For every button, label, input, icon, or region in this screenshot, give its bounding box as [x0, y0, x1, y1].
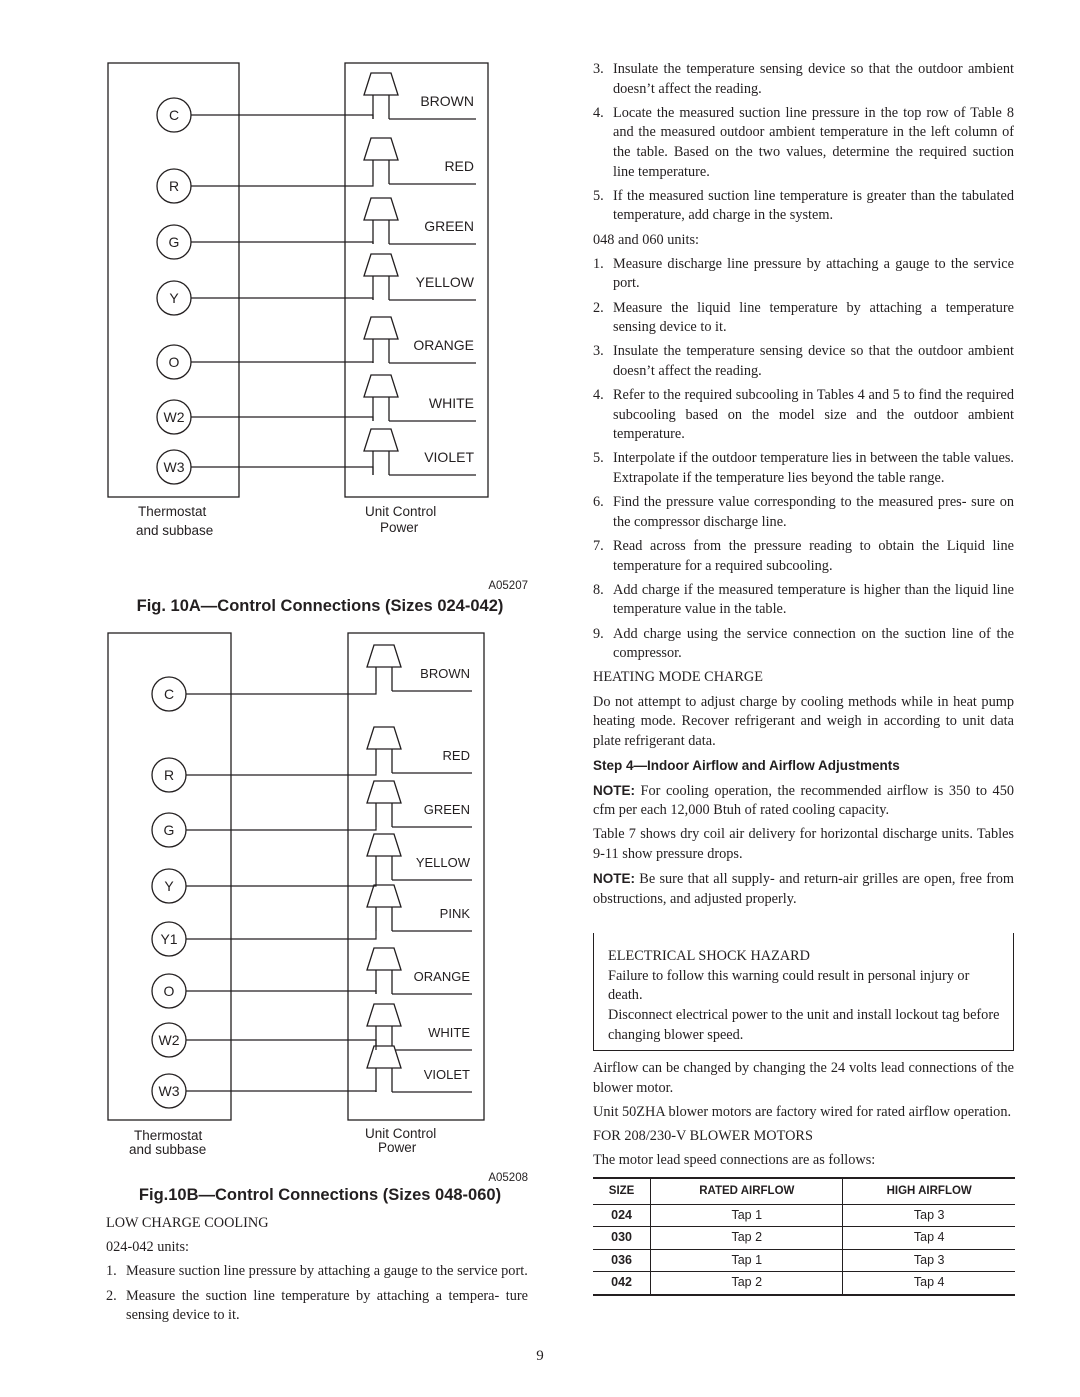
paragraph: Do not attempt to adjust charge by cooling methods while in heat pump heating mode. Recover refrigerant and weigh in according to unit data plate refrigerant data.: [593, 693, 1014, 749]
item-text: Insulate the temperature sensing device so that the outdoor ambient doesn’t affect the reading.: [613, 343, 1014, 379]
item-number: 4.: [593, 104, 604, 121]
wire-color-label: WHITE: [428, 395, 474, 411]
connector-icon: [367, 1046, 401, 1068]
terminal-label: W3: [158, 1083, 180, 1099]
wire-color-label: PINK: [439, 906, 470, 921]
unit-control-label: Unit Control: [365, 504, 437, 519]
item-text: Read across from the pressure reading to obtain the Liquid line temperature for a required subcooling.: [613, 538, 1014, 574]
table-cell: Tap 2: [651, 1227, 843, 1250]
item-number: 5.: [593, 450, 604, 467]
connector-icon: [367, 1004, 401, 1026]
figure-caption: Fig.10B—Control Connections (Sizes 048-060): [138, 1186, 502, 1204]
table-row: [593, 1204, 1015, 1227]
warning-title: ELECTRICAL SHOCK HAZARD: [608, 948, 811, 965]
item-number: 1.: [106, 1263, 117, 1280]
list-item: [593, 187, 1014, 226]
subbase-label: and subbase: [129, 1142, 207, 1157]
list-item: [106, 1287, 528, 1326]
item-number: 5.: [593, 187, 604, 204]
wire-color-label: RED: [442, 748, 470, 763]
item-number: 4.: [593, 387, 604, 404]
table-cell: 036: [593, 1249, 651, 1272]
terminal-label: G: [168, 234, 180, 250]
item-number: 1.: [593, 255, 604, 272]
connector-icon: [367, 645, 401, 667]
item-text: Interpolate if the outdoor temperature lies in between the table values. Extrapolate if the temperature lies beyond the table range.: [613, 450, 1014, 487]
item-number: 2.: [593, 299, 604, 316]
figure-10b-diagram: [0, 0, 560, 1200]
unit-control-label: Unit Control: [365, 1126, 437, 1141]
item-number: 6.: [593, 494, 604, 511]
table-cell: Tap 3: [843, 1249, 1015, 1272]
item-text: Add charge using the service connection on the suction line of the compressor.: [613, 625, 1014, 662]
table-cell: 024: [593, 1204, 651, 1227]
note: [593, 869, 1014, 909]
terminal-label: C: [163, 686, 175, 702]
list-item: [593, 104, 1014, 182]
note-label: NOTE:: [593, 782, 635, 798]
item-text: Measure the suction line temperature by attaching a tempera- ture sensing device to it.: [126, 1287, 528, 1324]
power-label: Power: [380, 520, 419, 535]
wire-color-label: RED: [444, 158, 474, 174]
connector-icon: [367, 885, 401, 907]
wire-color-label: ORANGE: [413, 969, 470, 984]
item-number: 9.: [593, 625, 604, 642]
table-cell: 030: [593, 1227, 651, 1250]
list-item: [593, 255, 1014, 294]
paragraph: The motor lead speed connections are as follows:: [593, 1152, 876, 1169]
left-text-block: [106, 1214, 528, 1330]
paragraph: Unit 50ZHA blower motors are factory wired for rated airflow operation.: [593, 1104, 1012, 1120]
item-text: Find the pressure value corresponding to the measured pres- sure on the compressor discharge line.: [613, 494, 1014, 530]
item-text: Insulate the temperature sensing device so that the outdoor ambient doesn’t affect the reading.: [613, 61, 1014, 97]
connector-icon: [367, 727, 401, 749]
item-number: 2.: [106, 1287, 117, 1304]
thermostat-label: Thermostat: [138, 504, 207, 519]
connector-icon: [367, 948, 401, 970]
item-text: Refer to the required subcooling in Tables 4 and 5 to find the required subcooling based on the model size and the outdoor ambient temperature.: [613, 387, 1014, 443]
wire-color-label: VIOLET: [424, 449, 474, 465]
table-cell: Tap 4: [843, 1272, 1015, 1295]
note-label: NOTE:: [593, 871, 635, 887]
table-cell: Tap 2: [651, 1272, 843, 1295]
wire-color-label: YELLOW: [415, 855, 470, 870]
item-number: 8.: [593, 581, 604, 598]
wire-color-label: BROWN: [420, 93, 474, 109]
item-number: 7.: [593, 538, 604, 554]
connector-icon: [367, 834, 401, 856]
table-cell: 042: [593, 1272, 651, 1295]
page-number: 9: [536, 1348, 544, 1364]
list-item: [593, 581, 1014, 620]
step-heading: Step 4—Indoor Airflow and Airflow Adjustments: [593, 757, 900, 773]
terminal-label: Y: [169, 290, 179, 306]
item-text: Measure the liquid line temperature by attaching a temperature sensing device to it.: [613, 299, 1014, 336]
table-cell: Tap 4: [843, 1227, 1015, 1250]
unit-control-box: [348, 633, 484, 1120]
list-item: [593, 625, 1014, 664]
table-row: [593, 1249, 1015, 1272]
terminal-label: W3: [163, 459, 185, 475]
list-item: [593, 386, 1014, 445]
list-item: [593, 449, 1014, 488]
table-header: HIGH AIRFLOW: [843, 1178, 1015, 1204]
units-label: 048 and 060 units:: [593, 231, 700, 248]
item-text: Add charge if the measured temperature is higher than the liquid line temperature value in the table.: [613, 581, 1014, 618]
section-heading: FOR 208/230-V BLOWER MOTORS: [593, 1128, 813, 1145]
paragraph: Table 7 shows dry coil air delivery for horizontal discharge units. Tables 9-11 show pressure drops.: [593, 826, 1014, 862]
list-item: [593, 60, 1014, 99]
power-label: Power: [378, 1140, 417, 1155]
item-text: Locate the measured suction line pressure in the top row of Table 8 and the measured outdoor ambient temperature in the left column of the table. Based on the two values, determine the required suction line temperature.: [613, 104, 1014, 180]
wire-color-label: ORANGE: [413, 337, 474, 353]
table-header: SIZE: [593, 1178, 651, 1204]
table-row: [593, 1227, 1015, 1250]
terminal-label: R: [163, 767, 175, 783]
list-item: [106, 1262, 528, 1282]
table-cell: Tap 1: [651, 1204, 843, 1227]
note-text: For cooling operation, the recommended airflow is 350 to 450 cfm per each 12,000 Btuh of rated cooling capacity.: [593, 782, 1014, 819]
thermostat-label: Thermostat: [134, 1128, 203, 1143]
list-item: [593, 493, 1014, 532]
wire-color-label: WHITE: [428, 1025, 470, 1040]
terminal-label: Y: [164, 878, 174, 894]
terminal-label: W2: [158, 1032, 180, 1048]
terminal-label: O: [168, 354, 180, 370]
wire-color-label: YELLOW: [415, 274, 474, 290]
units-label: 024-042 units:: [106, 1239, 190, 1256]
section-heading: LOW CHARGE COOLING: [106, 1215, 269, 1231]
wire-color-label: GREEN: [423, 802, 470, 817]
item-number: 3.: [593, 61, 604, 77]
terminal-label: Y1: [160, 931, 178, 947]
table-header: RATED AIRFLOW: [651, 1178, 843, 1204]
list-item: [593, 342, 1014, 381]
terminal-label: G: [163, 822, 175, 838]
item-number: 3.: [593, 343, 604, 360]
table-cell: Tap 3: [843, 1204, 1015, 1227]
terminal-label: R: [168, 178, 180, 194]
wire-color-label: BROWN: [420, 666, 470, 681]
list-item: [593, 299, 1014, 338]
figure-caption: Fig. 10A—Control Connections (Sizes 024-042): [136, 597, 504, 615]
steps-list: [106, 1262, 528, 1325]
item-text: Measure discharge line pressure by attaching a gauge to the service port.: [613, 255, 1014, 292]
figure-id: A05208: [488, 1172, 528, 1184]
warning-text: Failure to follow this warning could result in personal injury or death.: [608, 967, 970, 1004]
motor-speed-table: [593, 1177, 1015, 1296]
note: [593, 781, 1014, 821]
wire-color-label: VIOLET: [423, 1067, 470, 1082]
terminal-label: C: [168, 107, 180, 123]
section-heading: HEATING MODE CHARGE: [593, 669, 763, 686]
table-cell: Tap 1: [651, 1249, 843, 1272]
subbase-label: and subbase: [136, 523, 214, 538]
item-text: If the measured suction line temperature is greater than the tabulated temperature, add charge in the system.: [613, 187, 1014, 224]
figure-id: A05207: [488, 580, 528, 592]
wire-color-label: GREEN: [424, 218, 474, 234]
terminal-label: W2: [163, 409, 185, 425]
connector-icon: [367, 781, 401, 803]
steps-list: [593, 255, 1014, 664]
paragraph: Airflow can be changed by changing the 24 volts lead connections of the blower motor.: [593, 1060, 1014, 1096]
warning-text: Disconnect electrical power to the unit and install lockout tag before changing blower speed.: [608, 1007, 1000, 1043]
steps-list: [593, 60, 1014, 226]
warning-box: [593, 933, 1014, 1051]
terminal-label: O: [163, 983, 175, 999]
note-text: Be sure that all supply- and return-air grilles are open, free from obstructions, and adjusted properly.: [593, 871, 1015, 907]
list-item: [593, 537, 1014, 576]
right-text-block: [593, 60, 1014, 1296]
item-text: Measure suction line pressure by attaching a gauge to the service port.: [126, 1263, 528, 1280]
table-row: [593, 1272, 1015, 1295]
